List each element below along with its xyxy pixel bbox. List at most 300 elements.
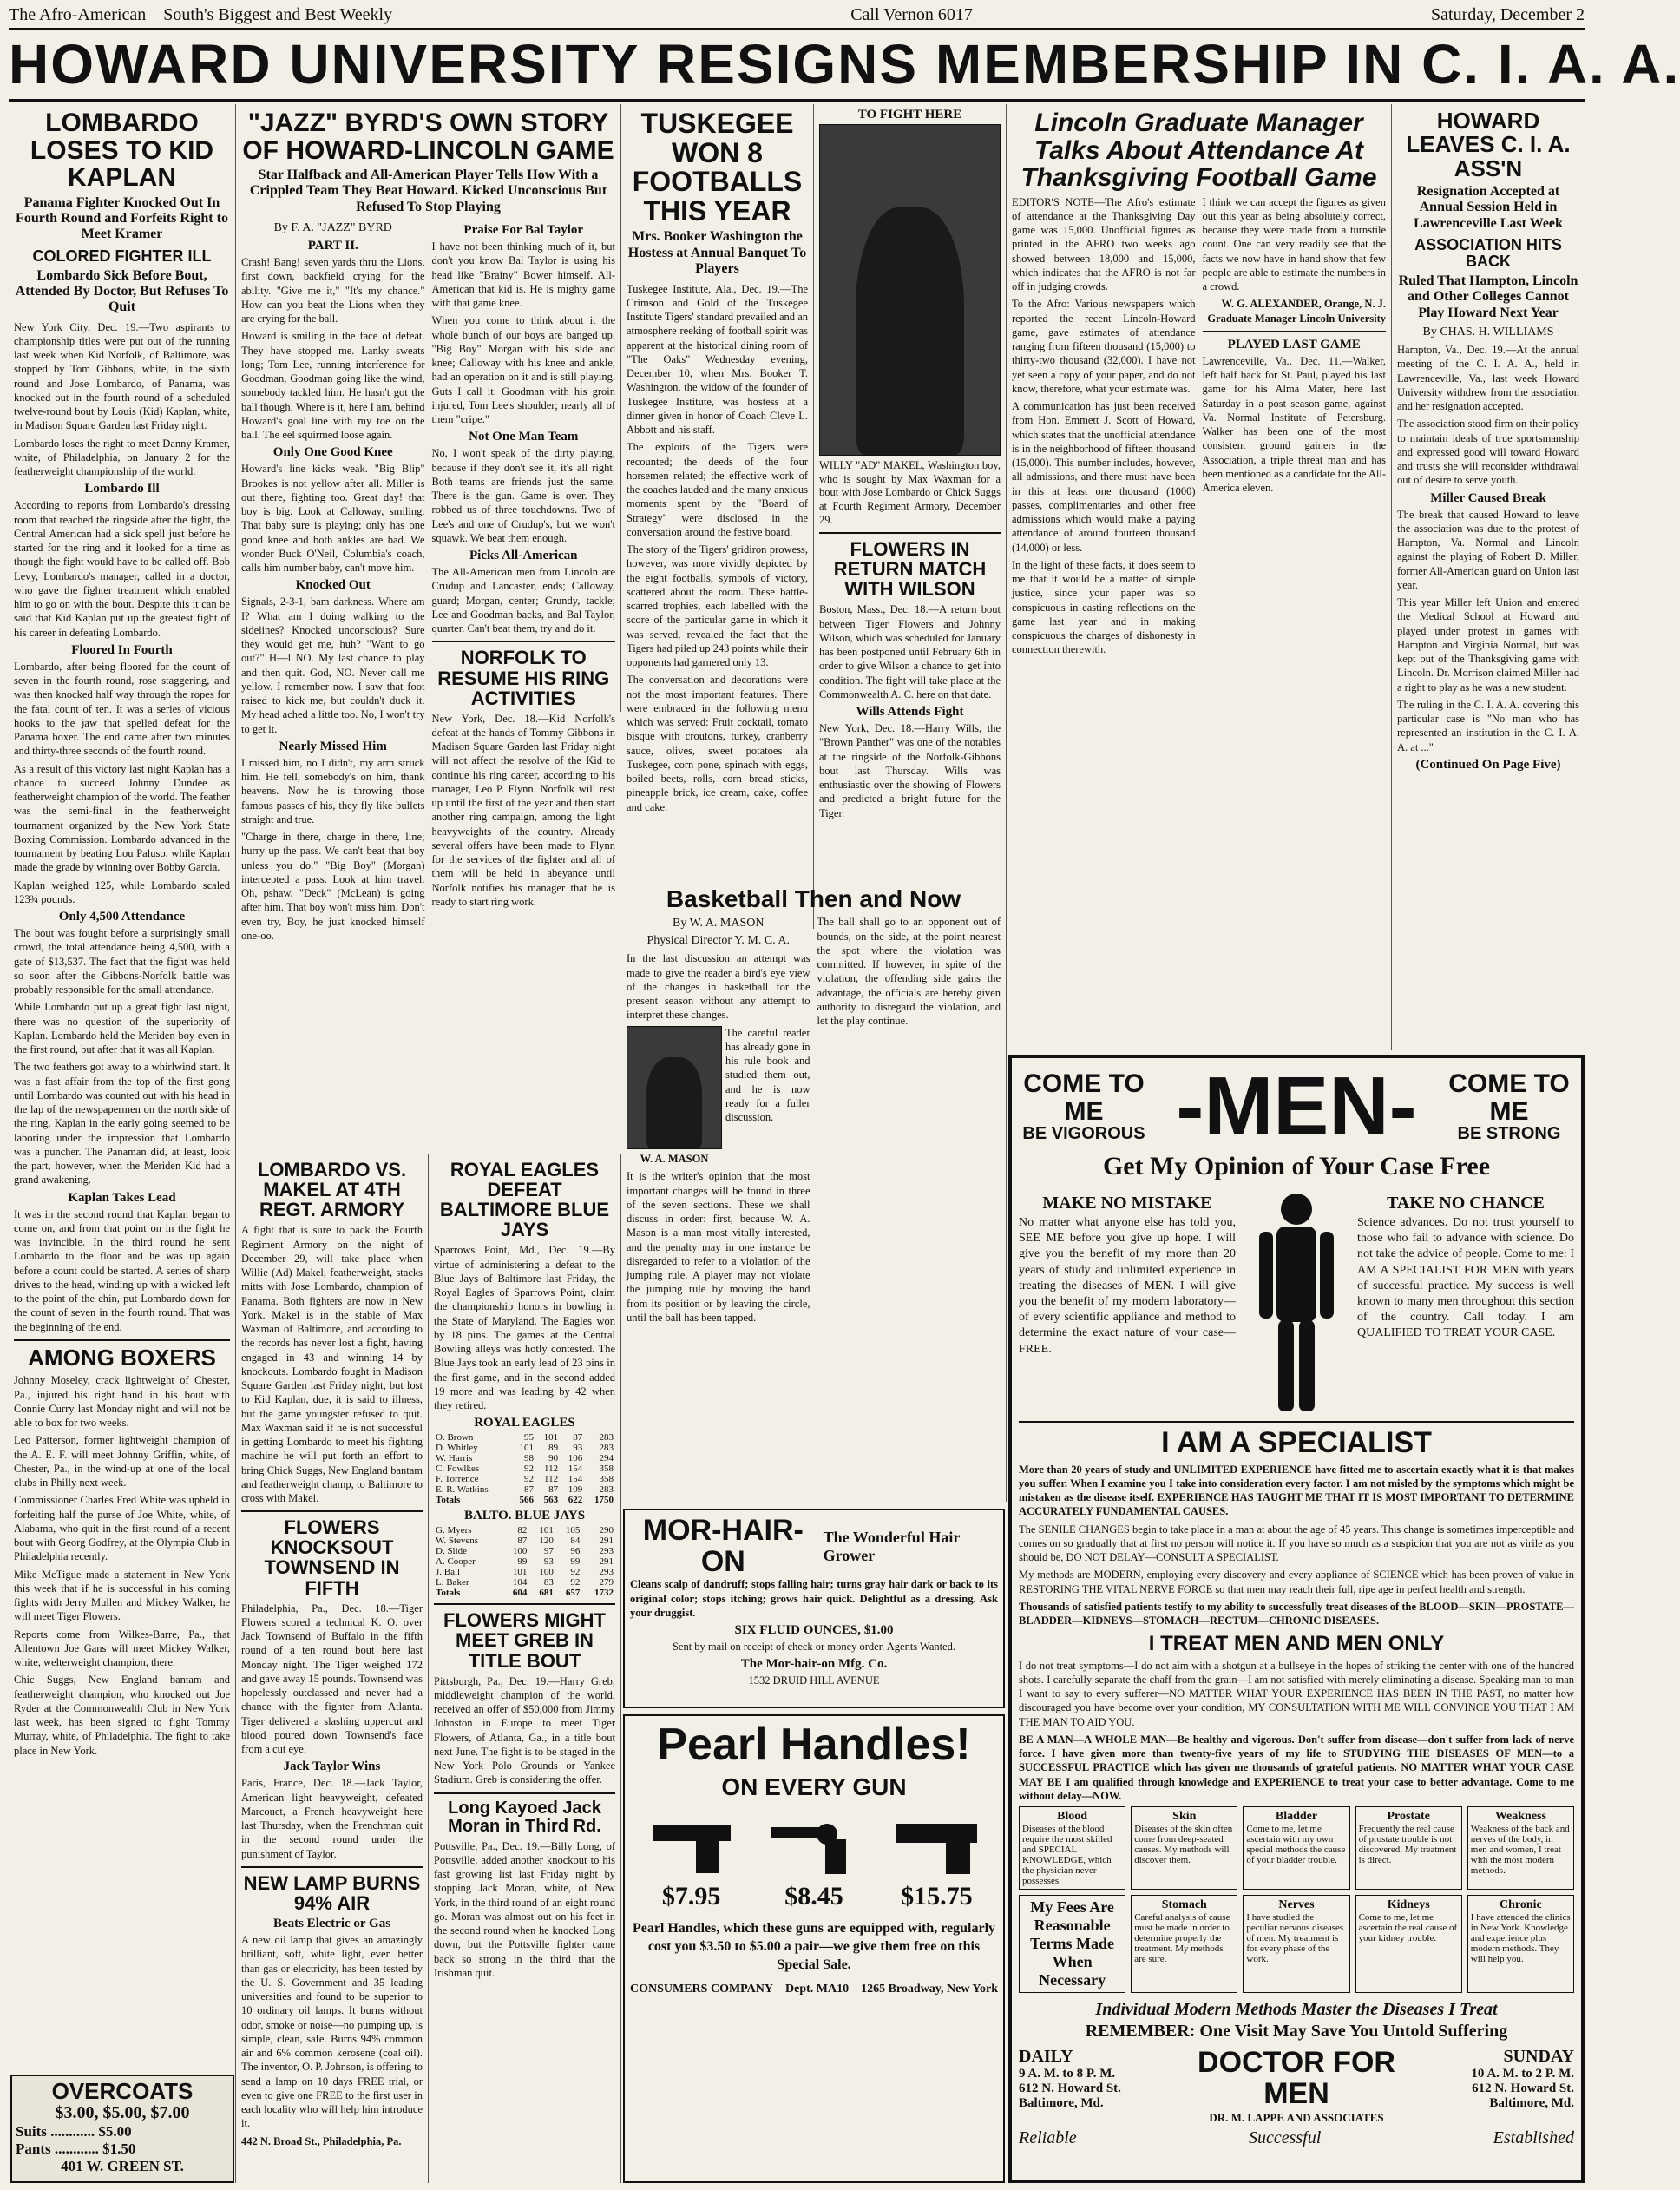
score-cell: 100 bbox=[512, 1546, 528, 1557]
disease-cell bbox=[1131, 1806, 1237, 1890]
team1-scores bbox=[434, 1432, 615, 1505]
tuskegee-subhead: Mrs. Booker Washington the Hostess at Annual Banquet To Players bbox=[627, 229, 807, 277]
disease-title: Blood bbox=[1057, 1810, 1088, 1824]
score-cell: 283 bbox=[599, 1484, 614, 1496]
score-total-cell: 566 bbox=[519, 1495, 534, 1506]
pearl-offer: Pearl Handles, which these guns are equipped with, regularly cost you $3.50 to $5.00 a pair—we give them free on this Special Sale. bbox=[632, 1920, 996, 1972]
score-cell: 120 bbox=[539, 1536, 554, 1547]
score-total-cell: 1750 bbox=[594, 1495, 614, 1506]
lombardo-body-3: According to reports from Lombardo's dressing room that reached the ringside after the fight, the Central American had a sick spell just before he started for the ring and it looked for a time as though the fight would have to be called off. Bob Levy, Lombardo's manager, called in a doctor, who gave the fighter treatment which enabled him to go on with the bout. Despite this it can be said that Kid Kaplan put up the greatest fight of his career in defeating Lombardo. bbox=[14, 499, 230, 639]
lombardo-body-7: The bout was fought before a surprisingly small crowd, the total attendance being 4,500, with a gate of $13,537. The fact that the fight was held so soon after the Gibbons-Norfolk battle was probably responsible for the small attendance. bbox=[14, 927, 230, 996]
footer-successful: Successful bbox=[1248, 2128, 1322, 2148]
mason-figure bbox=[646, 1057, 703, 1148]
score-cell: 293 bbox=[599, 1567, 614, 1578]
divider bbox=[14, 1339, 230, 1341]
score-cell: A. Cooper bbox=[436, 1556, 476, 1568]
moran-body: Pottsville, Pa., Dec. 19.—Billy Long, of Pottsville, added another knockout to his fast growing list last Friday night by stopping Jack Moran, white, of New York, in the third round of an eight round go. Moran was almost out on his feet in the second round when he knocked Long down, but the Pottsville fighter came back so strong in the third that the Irishman quit. bbox=[434, 1839, 615, 1979]
team2-name: BALTO. BLUE JAYS bbox=[463, 1509, 586, 1523]
score-cell: 96 bbox=[570, 1546, 581, 1557]
take-no-chance: TAKE NO CHANCE bbox=[1387, 1194, 1545, 1213]
basketball-byline: By W. A. MASON bbox=[673, 917, 765, 931]
disease-title: Nerves bbox=[1278, 1898, 1315, 1912]
overcoats-ad bbox=[10, 2075, 234, 2183]
wills-body: New York, Dec. 18.—Harry Wills, the "Brown Panther" was one of the notables at the ringside of the Norfolk-Gibbons bout last Thursday. Wills was enthusiastic over the showing of Flowers and predicted a bright future for the Tiger. bbox=[819, 722, 1001, 819]
score-total-cell: 657 bbox=[565, 1588, 581, 1599]
score-cell: L. Baker bbox=[436, 1577, 469, 1588]
overcoats-address: 401 W. GREEN ST. bbox=[61, 2158, 184, 2175]
divider bbox=[432, 641, 616, 642]
lincoln-body-1: EDITOR'S NOTE—The Afro's estimate of attendance at the Thanksgiving Day game was 15,000. Unofficial figures as printed in the AFRO two weeks ago showed between 18,000 and 15,000, which indicates that the AFRO is not far off in judging crowds. bbox=[1012, 195, 1196, 293]
morhairon-company: The Mor-hair-on Mfg. Co. bbox=[740, 1657, 888, 1672]
continued-note: (Continued On Page Five) bbox=[1415, 757, 1561, 772]
score-total-cell: Totals bbox=[436, 1495, 461, 1506]
score-cell: 92 bbox=[523, 1474, 534, 1485]
flowers-ko-body: Philadelphia, Pa., Dec. 18.—Tiger Flowers scored a technical K. O. over Jack Townsend of Buffalo in the fifth round of a ten round bout here last Monday night. The Tiger weighed 172 and gave away 15 pounds. Townsend was hopelessly outclassed and never had a chance with the fighter from Atlanta. Tiger delivered a slashing uppercut and blood poured down Townsend's face from a cut eye. bbox=[241, 1601, 423, 1756]
disease-body: I have attended the clinics in New York. Knowledge and experience plus modern methods. They will help you. bbox=[1470, 1912, 1571, 1965]
among-boxers-body-1: Johnny Moseley, crack lightweight of Chester, Pa., injured his right hand in his bout with Connie Curry last Monday night and will not be able to box for two weeks. bbox=[14, 1374, 230, 1430]
score-cell: D. Whitley bbox=[436, 1443, 478, 1454]
howard-leaves-byline: By CHAS. H. WILLIAMS bbox=[1422, 326, 1554, 339]
greb-headline: FLOWERS MIGHT MEET GREB IN TITLE BOUT bbox=[443, 1609, 606, 1672]
score-cell: 283 bbox=[599, 1443, 614, 1454]
overcoats-suits: Suits ............ $5.00 bbox=[16, 2123, 132, 2141]
disease-body: Weakness of the back and nerves of the body, in men and women, I treat with the most modern methods. bbox=[1470, 1824, 1570, 1877]
flowers-wilson-headline: FLOWERS IN RETURN MATCH WITH WILSON bbox=[833, 538, 987, 601]
score-total-cell: 1732 bbox=[594, 1588, 614, 1599]
divider bbox=[1019, 1421, 1574, 1423]
basketball-headline: Basketball Then and Now bbox=[666, 885, 961, 912]
disease-cell bbox=[1243, 1806, 1349, 1890]
basketball-body-4: The ball shall go to an opponent out of bounds, on the side, at the point nearest the spot where the violation was committed. If however, in spite of the violation, the offending side gains the advantage, the officials are hereby given authority to disregard the violation, and let the play continue. bbox=[817, 916, 1001, 1028]
byrd-story bbox=[236, 104, 621, 942]
lincoln-body-3: A communication has just been received from Hon. Emmett J. Scott of Howard, which states that the unofficial attendance is in the neighborhood of fifteen thousand (15,000). This number includes, however, all admissions, and there must have been in this at least one thousand (1000) passes, complimentaries and other free admissions which would make a paying attendance of around fourteen thousand (14,000) or less. bbox=[1012, 400, 1196, 554]
royal-eagles-body: Sparrows Point, Md., Dec. 19.—By virtue of administering a defeat to the Blue Jays of Baltimore last Friday, the Royal Eagles of Sparrows Point, claim the championship honors in bowling in the State of Maryland. The Eagles won by 18 pins. The games at the Central Bowling alleys was hotly contested. The Blue Jays took an early lead of 23 pins in the first game, and in the second added 19 more and was leading by 42 when they retired. bbox=[434, 1244, 615, 1412]
disease-body: Diseases of the blood require the most skilled and SPECIAL KNOWLEDGE, which the physician never possesses. bbox=[1022, 1824, 1112, 1887]
disease-cell bbox=[1019, 1806, 1125, 1890]
doctor-for-men: DOCTOR FOR MEN bbox=[1198, 2046, 1395, 2111]
remember-line: REMEMBER: One Visit May Save You Untold Suffering bbox=[1085, 2022, 1508, 2042]
basketball-title: Physical Director Y. M. C. A. bbox=[646, 934, 790, 948]
disease-cell bbox=[1131, 1895, 1237, 1993]
make-no-mistake: MAKE NO MISTAKE bbox=[1042, 1194, 1212, 1213]
score-cell: 84 bbox=[570, 1536, 581, 1547]
men-specialist-ad bbox=[1008, 1055, 1585, 2183]
score-total-cell: Totals bbox=[436, 1588, 461, 1599]
lincoln-headline: Lincoln Graduate Manager Talks About Attendance At Thanksgiving Football Game bbox=[1020, 109, 1377, 192]
score-cell: C. Fowlkes bbox=[436, 1463, 480, 1475]
team1-name: ROYAL EAGLES bbox=[474, 1416, 575, 1430]
score-cell: 97 bbox=[543, 1546, 554, 1557]
association-hits-back: ASSOCIATION HITS BACK bbox=[1414, 236, 1562, 270]
byrd-headline: "JAZZ" BYRD'S OWN STORY OF HOWARD-LINCOLN GAME bbox=[242, 109, 614, 165]
pearl-subhead: ON EVERY GUN bbox=[721, 1772, 907, 1800]
score-cell: O. Brown bbox=[436, 1432, 474, 1444]
byrd-body-3: Howard's line kicks weak. "Big Blip" Brookes is not yellow after all. Miller is out there, fighting too. Great day! that boy is big. Look at Calloway, smiling. That baby sure is playing; only has one good knee and both ankles are bad. We wonder Buck O'Neil, Columbia's coach, calls him number baby, can't move him. bbox=[241, 463, 425, 575]
score-cell: 99 bbox=[517, 1556, 528, 1568]
tuskegee-body-3: The story of the Tigers' gridiron prowess, however, was more vividly depicted by the eight footballs, symbols of victory, scattered about the room. These battle-scarred trophies, each labelled with the score of the particular game in which it was served, revealed the fact that the Tigers had piled up 243 points while their opponents had garnered only 13. bbox=[627, 543, 808, 669]
daily-label: DAILY bbox=[1019, 2047, 1073, 2067]
automatic-pistol-icon bbox=[889, 1808, 984, 1878]
among-boxers-body-3: Commissioner Charles Fred White was upheld in forfeiting half the purse of Joe White, white, of Alabama, who quit in the first round of a recent bout with Georg Godfrey, at the Olympia Club in Philadelphia recently. bbox=[14, 1494, 230, 1563]
specialist-body: More than 20 years of study and UNLIMITED EXPERIENCE have fitted me to ascertain exactly what it is that makes you suffer. When I examine you I take into consideration every factor. I am not misled by the symptoms which might be mistaken as the disease itself. EXPERIENCE HAS TAUGHT ME THAT IT IS MOST IMPORTANT TO DETERMINE ACCURATELY FUNDAMENTAL CAUSES. bbox=[1019, 1463, 1574, 1518]
score-cell: 101 bbox=[539, 1525, 554, 1536]
lombardo-makel-body: A fight that is sure to pack the Fourth Regiment Armory on the night of December 29, will take place when Willie (Ad) Makel, featherweight, stacks mitts with Jose Lombardo, champion of Panama. Both fighters are now in New York. Makel is in the stable of Max Waxman of Baltimore, and according to the records has never lost a fight, having engaged in 43 and winning 14 by knockouts. Lombardo fought in Madison Square Garden last Friday night, but lost to Kid Kaplan, due, it is said to illness, but the game youngster refused to quit. Max Waxman said if he is not successful in getting Lombardo to meet his fighting machine he will put forth an effort to bring Chick Suggs, New England bantam and featherweight champ, to Baltimore to cross with Makel. bbox=[241, 1224, 423, 1505]
byrd-sect-3: Nearly Missed Him bbox=[279, 739, 387, 753]
lincoln-manager-story bbox=[1007, 104, 1392, 1050]
lamp-subhead: Beats Electric or Gas bbox=[272, 1917, 391, 1931]
score-total-row bbox=[434, 1495, 615, 1505]
basketball-body-1: In the last discussion an attempt was made to give the reader a bird's eye view of the changes in basketball for the present season without any attempt to interpret these changes. bbox=[627, 952, 810, 1022]
score-cell: 100 bbox=[539, 1567, 554, 1578]
score-total-cell: 604 bbox=[512, 1588, 528, 1599]
overcoats-prices: $3.00, $5.00, $7.00 bbox=[55, 2103, 190, 2123]
score-cell: 93 bbox=[573, 1443, 583, 1454]
disease-body: Frequently the real cause of prostate trouble is not discovered. My treatment is direct. bbox=[1358, 1824, 1457, 1866]
divider bbox=[434, 1792, 615, 1794]
be-strong: BE STRONG bbox=[1457, 1124, 1561, 1143]
howard-leaves-story bbox=[1392, 104, 1585, 1050]
lombardo-body-8: While Lombardo put up a great fight last night, there was no question of the superiority of Kaplan. Lombardo held the Meriden boy even in the first round, but after that it was all Kaplan. bbox=[14, 1001, 230, 1056]
byrd-body-7: I have not been thinking much of it, but don't you know Bal Taylor is using his head like "Brainy" Bower himself. All-American that kid is. He is mighty game with that game knee. bbox=[431, 240, 615, 310]
pearl-dept: Dept. MA10 bbox=[785, 1983, 850, 1996]
column-lombardo bbox=[9, 104, 236, 2183]
main-headline: HOWARD UNIVERSITY RESIGNS MEMBERSHIP IN C. I. A. A. bbox=[9, 30, 1585, 102]
disease-grid-2 bbox=[1019, 1895, 1574, 1993]
howard-leaves-body-3: The break that caused Howard to leave the association was due to the protest of Hampton, Va. Normal and Lincoln against the playing of Robert D. Miller, former All-American guard on Union last year. bbox=[1397, 508, 1579, 591]
footer-reliable: Reliable bbox=[1019, 2128, 1077, 2148]
howard-leaves-subhead: Resignation Accepted at Annual Session Held in Lawrenceville Last Week bbox=[1414, 183, 1563, 231]
men-tagline: Get My Opinion of Your Case Free bbox=[1102, 1152, 1491, 1180]
byrd-sect-2: Knocked Out bbox=[295, 578, 371, 593]
pearl-price-2: $8.45 bbox=[784, 1881, 843, 1910]
disease-body: Careful analysis of cause must be made in order to determine properly the treatment. My methods are sure. bbox=[1134, 1912, 1230, 1965]
score-row bbox=[434, 1484, 615, 1495]
mason-photo bbox=[627, 1026, 722, 1149]
lincoln-body-4: In the light of these facts, it does seem to me that it would be a matter of simple justice, since your paper was so conspicuous in casting reflections on the game last year and in making conspicuous the charges of dishonesty in connection therewith. bbox=[1012, 558, 1196, 656]
score-row bbox=[434, 1546, 615, 1556]
score-row bbox=[434, 1525, 615, 1536]
morhairon-tagline: The Wonderful Hair Grower bbox=[823, 1528, 960, 1564]
lombardo-sect-3: Only 4,500 Attendance bbox=[58, 910, 186, 924]
disease-cell bbox=[1355, 1895, 1462, 1993]
lombardo-sect-4: Kaplan Takes Lead bbox=[68, 1190, 176, 1205]
lombardo-sect-2: Floored In Fourth bbox=[71, 642, 173, 657]
byrd-sect-1: Only One Good Knee bbox=[272, 445, 393, 460]
played-last-game-headline: PLAYED LAST GAME bbox=[1227, 337, 1361, 352]
fees-box: My Fees Are Reasonable Terms Made When Necessary bbox=[1019, 1895, 1125, 1993]
disease-title: Bladder bbox=[1275, 1810, 1318, 1824]
morhairon-price: SIX FLUID OUNCES, $1.00 bbox=[734, 1623, 894, 1638]
lamp-body: A new oil lamp that gives an amazingly brilliant, soft, white light, even better than gas or electricity, has been tested by the U. S. Government and 35 leading universities and found to be superior to 10 ordinary oil lamps. It burns without odor, smoke or noise—no pumping up, is simple, clean, safe. Burns 94% common air and 6% common kerosene (coal oil). The inventor, O. P. Johnson, is offering to send a lamp on 10 days FREE trial, or even to give one FREE to the first user in each locality who will help him introduce it. bbox=[241, 1934, 423, 2130]
boxer-figure bbox=[856, 207, 963, 455]
column-2-lower bbox=[236, 1154, 429, 2183]
moran-headline: Long Kayoed Jack Moran in Third Rd. bbox=[448, 1798, 601, 1836]
disease-title: Stomach bbox=[1161, 1898, 1207, 1912]
divider bbox=[1203, 331, 1387, 332]
tuskegee-body-4: The conversation and decorations were not the most important features. There were embraced in the following menu which was served: Fruit cocktail, tomato bisque with croutons, turkey, cranberry sauce, olives, sweet potatoes ala Tuskegee, corn pone, spinach with eggs, boiled beets, rolls, corn bread sticks, pineapple brick, ice cream, cake, coffee and cake. bbox=[627, 674, 808, 813]
morhairon-address: 1532 DRUID HILL AVENUE bbox=[748, 1674, 880, 1687]
score-cell: 105 bbox=[565, 1525, 581, 1536]
lombardo-body-9: The two feathers got away to a whirlwind start. It was a fast affair from the top of the first gong until Lombardo was counted out with his head in the lap of the newspapermen on the north side of the ring. Kaplan in the early going seemed to be laboring under the impression that Lombardo was a puncher. The Panaman did, at least, look the part, however, when the Meriden Kid had a grand awakening. bbox=[14, 1061, 230, 1187]
lombardo-subhead-2: COLORED FIGHTER ILL bbox=[32, 247, 212, 265]
score-cell: 109 bbox=[568, 1484, 583, 1496]
score-cell: 82 bbox=[517, 1525, 528, 1536]
man-figure-icon bbox=[1249, 1190, 1344, 1416]
lombardo-makel-headline: LOMBARDO VS. MAKEL AT 4TH REGT. ARMORY bbox=[257, 1159, 407, 1221]
pistol-icon bbox=[644, 1808, 739, 1878]
basketball-body-2: The careful reader has already gone in his rule book and studied them out, and he is now ready for a fuller discussion. bbox=[725, 1026, 810, 1124]
score-cell: 293 bbox=[599, 1546, 614, 1557]
men-headline: -MEN- bbox=[1176, 1060, 1417, 1153]
greb-body: Pittsburgh, Pa., Dec. 19.—Harry Greb, middleweight champion of the world, received an offer of $50,000 from Jimmy Johnston in Europe to meet Tiger Flowers, of Atlanta, Ga., in a title bout next June. The fight is to be staged in the New York Polo Grounds or Yankee Stadium. Greb is considering the offer. bbox=[434, 1674, 615, 1786]
howard-leaves-body-4: This year Miller left Union and entered the Medical School at Howard and played under protest in games with Hampton and Virginia Normal, but was kept out of the Thanksgiving game with Lincoln. Dr. Morrison claimed Miller had a right to play as he was a new student. bbox=[1397, 596, 1579, 694]
lombardo-headline: LOMBARDO LOSES TO KID KAPLAN bbox=[30, 109, 214, 192]
issue-date: Saturday, December 2 bbox=[1431, 4, 1585, 24]
lincoln-signature: W. G. ALEXANDER, Orange, N. J. Graduate Manager Lincoln University bbox=[1207, 298, 1386, 325]
played-last-game-body: Lawrenceville, Va., Dec. 11.—Walker, left half back for St. Paul, played his last game for his Alma Mater, here last Saturday in a post season game, against Va. Normal Institute of Petersburg. Walker has been one of the most consistent ground gainers in the Association, a triple threat man and has been mentioned as a candidate for the All-America eleven. bbox=[1202, 354, 1386, 494]
score-row bbox=[434, 1432, 615, 1443]
tuskegee-story bbox=[621, 104, 814, 929]
score-cell: W. Harris bbox=[436, 1453, 473, 1464]
tuskegee-headline: TUSKEGEE WON 8 FOOTBALLS THIS YEAR bbox=[632, 108, 803, 227]
individual-methods: Individual Modern Methods Master the Diseases I Treat bbox=[1095, 2000, 1498, 2020]
royal-eagles-headline: ROYAL EAGLES DEFEAT BALTIMORE BLUE JAYS bbox=[439, 1159, 610, 1241]
make-no-mistake-body: No matter what anyone else has told you, SEE ME before you give up hope. I will give you the benefit of my more than 20 years of study and unlimited experience in treating the diseases of MEN. I will give you the benefit of my modern laboratory—of every scientific appliance and method to determine the exact nature of your case—FREE. bbox=[1019, 1216, 1236, 1356]
come-to-me-left: COME TO ME bbox=[1023, 1069, 1145, 1126]
team2-scores bbox=[434, 1525, 615, 1598]
score-cell: 112 bbox=[544, 1463, 559, 1475]
sunday-address: 612 N. Howard St. Baltimore, Md. bbox=[1472, 2081, 1574, 2111]
score-total-cell: 622 bbox=[568, 1495, 583, 1506]
byrd-part: PART II. bbox=[307, 239, 358, 253]
howard-leaves-body-5: The ruling in the C. I. A. A. covering this particular case is "No man who has represented an institution in the C. I. A. A. at ..." bbox=[1397, 698, 1579, 753]
howard-leaves-body-2: The association stood firm on their policy to maintain ideals of true sportsmanship and expressed good will toward Howard and trusts she will reconsider withdrawal out of desire to serve youth. bbox=[1397, 418, 1579, 487]
among-boxers-body-5: Reports come from Wilkes-Barre, Pa., that Allentown Joe Gans will meet Mickey Walker, white, welterweight champion, there. bbox=[14, 1628, 230, 1669]
score-cell: 89 bbox=[548, 1443, 559, 1454]
lamp-headline: NEW LAMP BURNS 94% AIR bbox=[243, 1871, 421, 1914]
score-cell: 154 bbox=[568, 1463, 583, 1475]
howard-leaves-body-1: Hampton, Va., Dec. 19.—At the annual meeting of the C. I. A. A., held in Lawrenceville, Va., last week Howard University withdrew from the association and her resignation accepted. bbox=[1397, 344, 1579, 413]
score-cell: 87 bbox=[523, 1484, 534, 1496]
flowers-wilson-body: Boston, Mass., Dec. 18.—A return bout between Tiger Flowers and Johnny Wilson, which was scheduled for January has been postponed until February 6th in order to give Wilson a chance to get into condition. The fight will take place at the Commonwealth A. C. here on that date. bbox=[819, 603, 1001, 700]
tuskegee-body-2: The exploits of the Tigers were recounted; the deeds of the four horsemen related; the effective work of the coaches lauded and the many anxious moments spent by the "Board of Strategy" were disclosed in the conversation around the festive board. bbox=[627, 441, 808, 538]
mason-photo-caption: W. A. MASON bbox=[640, 1152, 709, 1165]
basketball-body-3: It is the writer's opinion that the most important changes will be found in three of the seven sections. These we shall discuss in order: first, because W. A. Mason is a man most vitally interested, and the penalty may in one instance be disregarded to refer to a violation of the jumping rule. A player may not violate the jumping rule by moving the hand from its position or by leaving the circle, until the ball has been tapped. bbox=[627, 1170, 810, 1324]
lombardo-body-1: New York City, Dec. 19.—Two aspirants to championship titles were put out of the running last week when Kid Norfolk, of Baltimore, was stopped by Tom Gibbons, white, in the sixth round and Jose Lombardo, of Panama, was knocked out in the fourth round of a scheduled twelve-round bout by Louis (Kid) Kaplan, white, in Madison Square Garden last Friday night. bbox=[14, 320, 230, 432]
disease-cell bbox=[1467, 1806, 1574, 1890]
top-banner bbox=[9, 2, 1585, 30]
fight-photo-label: TO FIGHT HERE bbox=[857, 108, 962, 122]
score-row bbox=[434, 1577, 615, 1588]
jack-taylor-headline: Jack Taylor Wins bbox=[283, 1759, 381, 1774]
among-boxers-body-6: Chic Suggs, New England bantam and featherweight champion, who knocked out Joe Ryder at the Commonwealth Club in New York last week, has been signed to fight Tommy Murray, white, of Philadelphia. The fight to take place in New York. bbox=[14, 1674, 230, 1757]
byrd-body-9: No, I won't speak of the dirty playing, because if they don't see it, it's all right. Both teams are friends just the same. There is the gun. Game is over. They robbed us of three touchdowns. Two of Lee's and one of Crudup's, but we won't squawk. We beat them enough. bbox=[431, 447, 615, 544]
score-cell: 92 bbox=[570, 1567, 581, 1578]
among-boxers-body-4: Mike McTigue made a statement in New York this week that if he is successful in his coming fights with Jerry Mullen and Mickey Walker, he will meet Tiger Flowers. bbox=[14, 1568, 230, 1623]
score-total-cell: 681 bbox=[539, 1588, 554, 1599]
overcoats-pants: Pants ............ $1.50 bbox=[16, 2141, 136, 2158]
score-row bbox=[434, 1443, 615, 1453]
disease-title: Weakness bbox=[1494, 1810, 1546, 1824]
pearl-price-3: $15.75 bbox=[901, 1881, 973, 1910]
score-cell: 87 bbox=[517, 1536, 528, 1547]
score-row bbox=[434, 1463, 615, 1474]
sunday-hours: 10 A. M. to 2 P. M. bbox=[1471, 2067, 1574, 2081]
score-cell: 99 bbox=[570, 1556, 581, 1568]
overcoats-headline: OVERCOATS bbox=[51, 2078, 194, 2104]
disease-body: Come to me, let me ascertain the real cause of your kidney trouble. bbox=[1358, 1912, 1458, 1944]
disease-body: Come to me, let me ascertain with my own special methods the cause of your bladder trouble. bbox=[1246, 1824, 1346, 1866]
score-total-row bbox=[434, 1588, 615, 1598]
score-row bbox=[434, 1567, 615, 1577]
byrd-sect-6: Picks All-American bbox=[469, 549, 578, 563]
lombardo-body-5: As a result of this victory last night Kaplan has a chance to succeed Johnny Dundee as featherweight champion of the world. The feather was the semi-final in the featherweight tournament organized by the New York State Boxing Commission. Lombardo advanced in the tournament by beating Lou Paluso, while Kaplan made the grade by winning over Bobby Garcia. bbox=[14, 762, 230, 874]
disease-cell bbox=[1467, 1895, 1574, 1993]
morhairon-mail: Sent by mail on receipt of check or money order. Agents Wanted. bbox=[672, 1641, 956, 1654]
score-row bbox=[434, 1556, 615, 1567]
score-cell: 87 bbox=[573, 1432, 583, 1444]
score-cell: 93 bbox=[543, 1556, 554, 1568]
score-cell: 101 bbox=[519, 1443, 534, 1454]
byrd-byline: By F. A. "JAZZ" BYRD bbox=[273, 221, 392, 235]
score-cell: 112 bbox=[544, 1474, 559, 1485]
disease-cell bbox=[1355, 1806, 1462, 1890]
lombardo-body-2: Lombardo loses the right to meet Danny Kramer, white, of Philadelphia, on January 2 for the featherweight championship of the world. bbox=[14, 437, 230, 478]
score-cell: 87 bbox=[548, 1484, 559, 1496]
come-to-me-right: COME TO ME bbox=[1448, 1069, 1570, 1126]
flowers-ko-headline: FLOWERS KNOCKSOUT TOWNSEND IN FIFTH bbox=[264, 1516, 400, 1599]
pearl-price-1: $7.95 bbox=[661, 1881, 721, 1910]
score-cell: J. Ball bbox=[436, 1567, 461, 1578]
score-cell: 83 bbox=[543, 1577, 554, 1588]
take-no-chance-body: Science advances. Do not trust yourself to those who fail to advance with science. Do not take the advice of people. Come to me: I AM A SPECIALIST FOR MEN with years of successful practice. My success is well known to many men throughout this section of the country. Call today. I am QUALIFIED TO TREAT YOUR CASE. bbox=[1357, 1216, 1574, 1340]
disease-body: I have studied the peculiar nervous diseases of men. My treatment is for every phase of the work. bbox=[1246, 1912, 1344, 1965]
i-am-a-specialist: I AM A SPECIALIST bbox=[1161, 1426, 1432, 1459]
byrd-sect-4: Praise For Bal Taylor bbox=[463, 223, 584, 238]
score-row bbox=[434, 1474, 615, 1484]
morhairon-headline: MOR-HAIR-ON bbox=[642, 1514, 804, 1578]
score-cell: 279 bbox=[599, 1577, 614, 1588]
score-cell: 90 bbox=[548, 1453, 559, 1464]
daily-hours: 9 A. M. to 8 P. M. bbox=[1019, 2067, 1116, 2081]
specialist-body-2: The SENILE CHANGES begin to take place in a man at about the age of 45 years. This change is sometimes imperceptible and comes on so gradually that at first no person will notice it. If you have so much as a suspicion that you are not as virile as you should be, DO NOT DELAY—CONSULT A SPECIALIST. bbox=[1019, 1522, 1574, 1564]
fight-column bbox=[814, 104, 1007, 929]
score-cell: F. Torrence bbox=[436, 1474, 479, 1485]
score-cell: 154 bbox=[568, 1474, 583, 1485]
disease-title: Skin bbox=[1172, 1810, 1197, 1824]
lombardo-body-4: Lombardo, after being floored for the count of seven in the fourth round, rose staggering, and was then knocked half way through the ropes for the fatal count of ten. It was a series of vicious hooks to the jaw that spelled defeat for the Panama boxer. The end came after two minutes and thirty-three seconds of the fourth round. bbox=[14, 660, 230, 758]
byrd-sect-5: Not One Man Team bbox=[469, 430, 579, 444]
score-cell: D. Slide bbox=[436, 1546, 468, 1557]
specialist-body-3: My methods are MODERN, employing every discovery and every appliance of SCIENCE which has been proven of value in RESTORING THE VITAL NERVE FORCE so that men may reach their full, ripe age in perfect health and strength. bbox=[1019, 1569, 1574, 1595]
score-row bbox=[434, 1536, 615, 1546]
boxer-photo bbox=[819, 124, 1001, 456]
pearl-company: CONSUMERS COMPANY bbox=[630, 1983, 774, 1996]
revolver-icon bbox=[766, 1808, 862, 1878]
whole-man-body: BE A MAN—A WHOLE MAN—Be healthy and vigorous. Don't suffer from disease—don't suffer from lack of nerve force. I have given more than twenty-five years of my life to STUDYING THE DISEASES OF MEN—to a SUCCESSFUL PRACTICE which has given me thousands of grateful patients. NO MATTER WHAT YOUR CASE MAY BE I am qualified through knowledge and EXPERIENCE to treat your case to better advantage. Come to me without delay—NOW. bbox=[1019, 1733, 1574, 1802]
score-cell: 106 bbox=[568, 1453, 583, 1464]
column-3-lower bbox=[429, 1154, 621, 2183]
divider bbox=[819, 532, 1001, 534]
byrd-body-10: The All-American men from Lincoln are Crudup and Lancaster, ends; Calloway, guard; Morgan, center; Grundy, tackle; Lee and Goodman backs, and Bal Taylor, quarter. Can't beat them, try and do it. bbox=[431, 566, 615, 635]
norfolk-body: New York, Dec. 18.—Kid Norfolk's defeat at the hands of Tommy Gibbons in Madison Square Garden last Friday night will not affect the resolve of the Kid to continue his ring career, according to his manager, Leo P. Flynn. Norfolk will rest up until the first of the year and then start another ring campaign, among the light heavyweights of the country. Already several offers have been made to Flynn for the services of the fighter and all of them will be held in abeyance until Norfolk notifies his manager that he is ready to start ring work. bbox=[431, 712, 615, 908]
basketball-story bbox=[621, 881, 1007, 1502]
score-cell: 95 bbox=[523, 1432, 534, 1444]
norfolk-headline: NORFOLK TO RESUME HIS RING ACTIVITIES bbox=[437, 647, 610, 709]
score-cell: 294 bbox=[599, 1453, 614, 1464]
pearl-headline: Pearl Handles! bbox=[657, 1720, 971, 1770]
byrd-subhead: Star Halfback and All-American Player Tells How With a Crippled Team They Beat Howard. Kicked Unconscious But Refused To Stop Playing bbox=[249, 168, 607, 214]
score-cell: 283 bbox=[599, 1432, 614, 1444]
pearl-handles-ad bbox=[623, 1714, 1005, 2183]
byrd-body-6: "Charge in there, charge in there, line; hurry up the pass. We can't beat that boy unless you do." "Big Boy" (Morgan) intercepted a pass. Look at him travel. Oh, pshaw, "Deck" (McLean) is going after him. That boy won't miss him. Don't even try, Boy, he just knocked himself one-oo. bbox=[241, 831, 425, 942]
jack-taylor-body: Paris, France, Dec. 18.—Jack Taylor, American light heavyweight, defeated Marcouet, a French heavyweight here last Thursday, when the Frenchman quit in the second round under the punishment of Taylor. bbox=[241, 1777, 423, 1860]
score-row bbox=[434, 1453, 615, 1463]
score-cell: 358 bbox=[599, 1474, 614, 1485]
pearl-address: 1265 Broadway, New York bbox=[861, 1983, 998, 1996]
score-cell: 291 bbox=[599, 1556, 614, 1568]
byrd-body-5: I missed him, no I didn't, my arm struck him. He fell, somebody's on him, thank heavens. Now he is throwing those famous passes of his, they fly like bullets straight and true. bbox=[241, 756, 425, 825]
lombardo-body-6: Kaplan weighed 125, while Lombardo scaled 123¾ pounds. bbox=[14, 878, 230, 905]
disease-grid-1 bbox=[1019, 1806, 1574, 1890]
score-cell: 290 bbox=[599, 1525, 614, 1536]
lombardo-subhead: Panama Fighter Knocked Out In Fourth Round and Forfeits Right to Meet Kramer bbox=[16, 194, 228, 242]
lincoln-body-5: I think we can accept the figures as given out this year as being absolutely correct, because they were made from a turnstile count. One can very readily see that the facts we now have in hand show that few people are able to estimate the numbers in a crowd. bbox=[1202, 195, 1386, 293]
score-total-cell: 563 bbox=[543, 1495, 559, 1506]
byrd-body-8: When you come to think about it the whole bunch of our boys are banged up. "Big Boy" Morgan with his side and knee; Calloway with his knee and ankle, had an operation on it and is still playing. Guts I call it. Goodman with his groin injured, Tom Lee's shoulder; nearly all of them "cripe." bbox=[431, 314, 615, 426]
sunday-label: SUNDAY bbox=[1503, 2047, 1574, 2067]
howard-leaves-headline: HOWARD LEAVES C. I. A. ASS'N bbox=[1406, 108, 1571, 181]
byrd-body-4: Signals, 2-3-1, bam darkness. Where am I? What am I doing walking to the sidelines? Knocked unconscious? Sure they would get me, huh? "Want to go out?" H—l NO. My last chance to play and then quit. God, NO. Never call me yellow. I remember now. I saw that foot raised to kick me, but couldn't duck it. My head ached a little too. No, I won't try to get it. bbox=[241, 595, 425, 735]
lincoln-body-2: To the Afro: Various newspapers which reported the recent Lincoln-Howard game, gave estimates of attendance ranging from fifteen thousand (15,000) to thirty-two thousand (32,000). I have not yet seen a copy of your paper, and do not know, therefore, what your estimate was. bbox=[1012, 298, 1196, 395]
byrd-body-1: Crash! Bang! seven yards thru the Lions, first down, backfield crying for the ability. "Give me it," "It's my chance." How can you beat the Lions when they are crying for the ball. bbox=[241, 256, 425, 326]
score-cell: 101 bbox=[543, 1432, 559, 1444]
disease-body: Diseases of the skin often come from deep-seated causes. My methods will discover them. bbox=[1134, 1824, 1233, 1866]
associates-line: DR. M. LAPPE AND ASSOCIATES bbox=[1209, 2111, 1384, 2125]
score-cell: 92 bbox=[570, 1577, 581, 1588]
disease-title: Chronic bbox=[1500, 1898, 1542, 1912]
footer-established: Established bbox=[1493, 2128, 1574, 2148]
score-cell: 101 bbox=[512, 1567, 528, 1578]
score-cell: W. Stevens bbox=[436, 1536, 479, 1547]
among-boxers-body-2: Leo Patterson, former lightweight champion of the A. E. F. will meet Johnny Griffin, white, of Chester, Pa., in the wind-up at one of the local clubs in Philly next week. bbox=[14, 1434, 230, 1490]
wills-headline: Wills Attends Fight bbox=[856, 705, 964, 720]
lamp-address: 442 N. Broad St., Philadelphia, Pa. bbox=[241, 2134, 402, 2147]
divider bbox=[434, 1603, 615, 1605]
morhairon-ad bbox=[623, 1509, 1005, 1708]
disease-title: Prostate bbox=[1387, 1810, 1430, 1824]
treat-men-only: I TREAT MEN AND MEN ONLY bbox=[1148, 1632, 1445, 1656]
score-cell: 358 bbox=[599, 1463, 614, 1475]
score-cell: 98 bbox=[523, 1453, 534, 1464]
byrd-body-2: Howard is smiling in the face of defeat. They have stopped me. Lanky sweats long; Tom Lee, running interference for Goodman, Goodman going like the wind, somebody tackled him. He hasn't got the ball though. Where is it, here I am, behind Howard's goal line with my toe on the ball. The eel squirmed loose again. bbox=[241, 330, 425, 442]
lombardo-body-10: It was in the second round that Kaplan began to come on, and from that point on in the fight he was invincible. In the third round he sent Lombardo to the floor and he was up again before a count could be started. A series of sharp drives to the head, winding up with a wicked left to the point of the chin, put Lombardo down for the count of seven in the fourth round. That was the beginning of the end. bbox=[14, 1207, 230, 1333]
morhairon-body: Cleans scalp of dandruff; stops falling hair; turns gray hair dark or back to its original color; stops itching; grows hair quick. Delightful as a dressing. Ask your druggist. bbox=[630, 1578, 998, 1619]
daily-address: 612 N. Howard St. Baltimore, Md. bbox=[1019, 2081, 1121, 2111]
treat-body: I do not treat symptoms—I do not aim with a shotgun at a bullseye in the hopes of striking the center with one of the hundred shots. I carefully separate the chaff from the grain—I am not satisfied with merely eliminating a disease. Speaking man to man I want to say to every sufferer—NO MATTER WHAT YOUR EXPERIENCE HAS BEEN IN THE PAST, no matter how discouraged you have become over your condition, MY CONSULTATION WITH ME WILL CONVINCE YOU THAT I AM THE MAN TO AID YOU. bbox=[1019, 1659, 1574, 1728]
score-cell: G. Myers bbox=[436, 1525, 472, 1536]
be-vigorous: BE VIGOROUS bbox=[1022, 1124, 1145, 1143]
divider bbox=[241, 1510, 423, 1512]
lombardo-sect-1: Lombardo Ill bbox=[84, 482, 160, 497]
lombardo-subhead-3: Lombardo Sick Before Bout, Attended By Doctor, But Refuses To Quit bbox=[15, 267, 229, 315]
disease-title: Kidneys bbox=[1387, 1898, 1430, 1912]
score-cell: 291 bbox=[599, 1536, 614, 1547]
score-cell: 104 bbox=[512, 1577, 528, 1588]
among-boxers-headline: AMONG BOXERS bbox=[28, 1344, 216, 1371]
specialist-body-4: Thousands of satisfied patients testify to my ability to successfully treat diseases of the BLOOD—SKIN—PROSTATE—BLADDER—KIDNEYS—STOMACH—RECTUM—CHRONIC DISEASES. bbox=[1019, 1600, 1574, 1628]
divider bbox=[241, 1866, 423, 1868]
